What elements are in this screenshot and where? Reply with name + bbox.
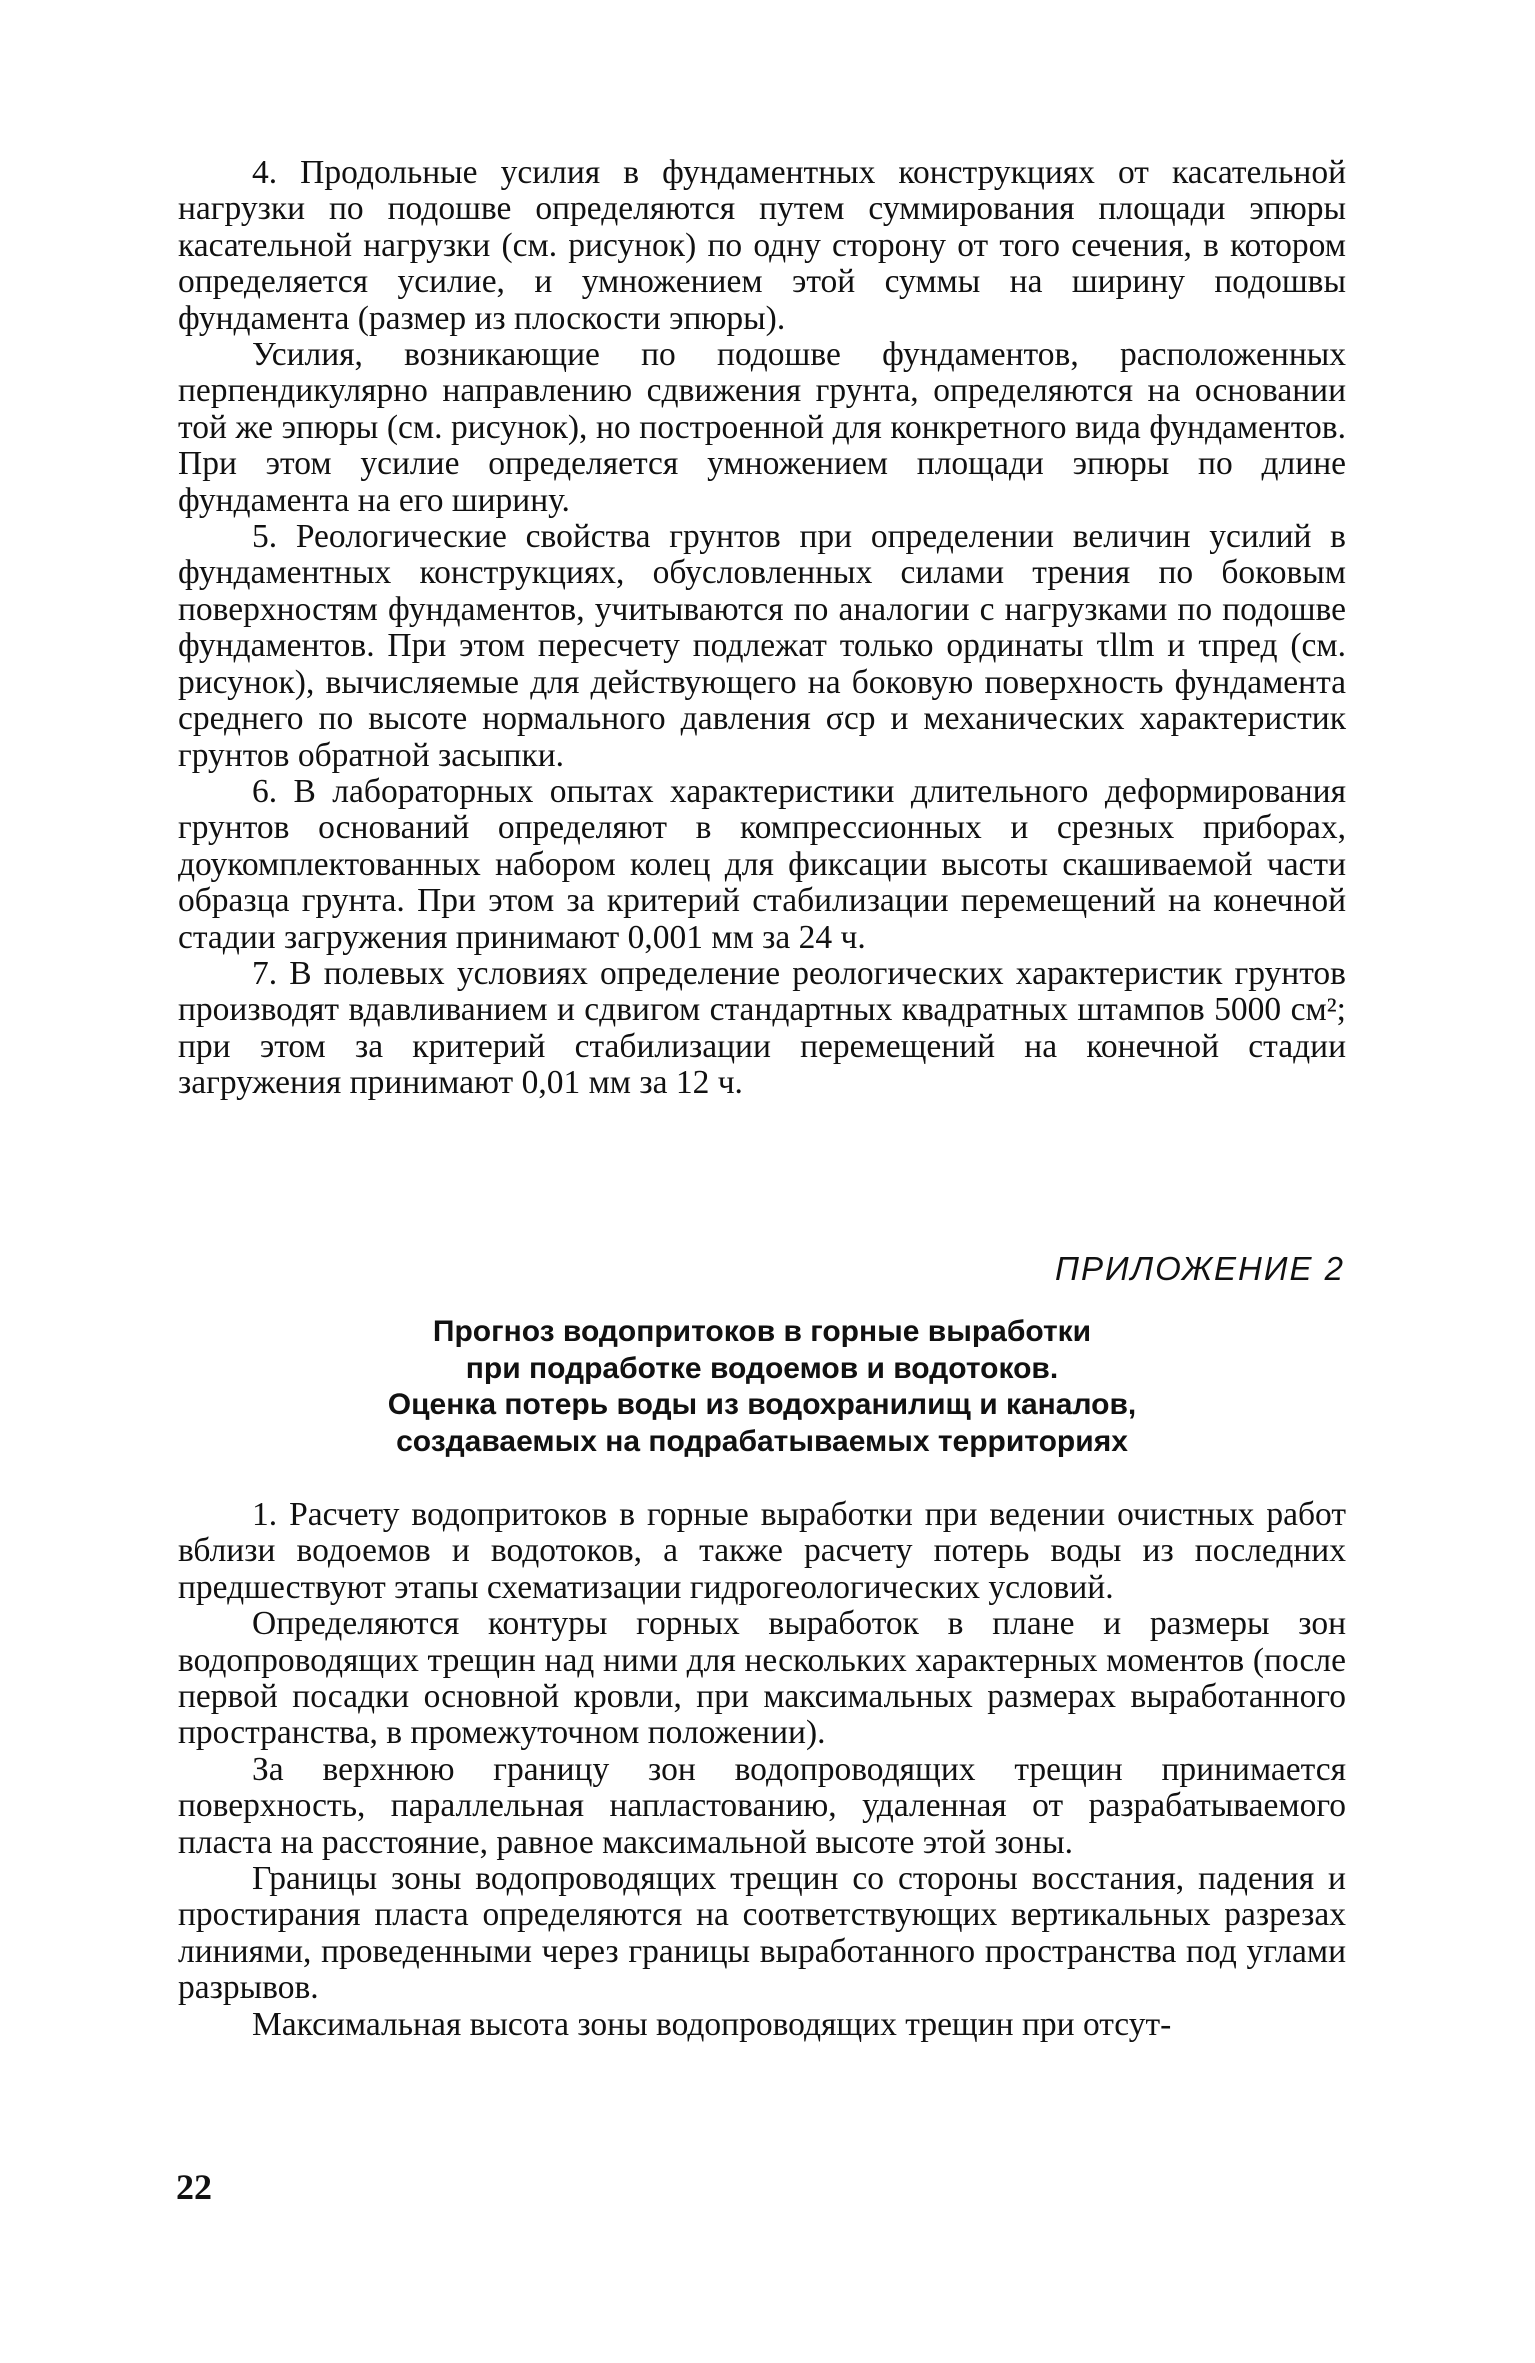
paragraph-6: 6. В лабораторных опытах характеристики длительного деформирования грунтов оснований определяют в компрессионных и срезных приборах, доукомплектованных набором колец для фиксации высоты скашиваемой части образца грунта. При этом за критерий стабилизации перемещений на конечной стадии загружения принимают 0,001 мм за 24 ч. (178, 772, 1346, 956)
appendix-title-line-2: при подработке водоемов и водотоков. (465, 1351, 1059, 1385)
appendix-label: ПРИЛОЖЕНИЕ 2 (1055, 1250, 1345, 1287)
appendix-title-line-3: Оценка потерь воды из водохранилищ и каналов, (387, 1388, 1137, 1421)
appendix-title (178, 1314, 1346, 1460)
appendix-paragraph-1: 1. Расчету водопритоков в горные выработки при ведении очистных работ вблизи водоемов и водотоков, а также расчету потерь воды из последних предшествуют этапы схематизации гидрогеологических условий. (178, 1496, 1346, 1606)
page-number: 22 (176, 2167, 212, 2207)
appendix-paragraph-contours: Определяются контуры горных выработок в плане и размеры зон водопроводящих трещин над ними для нескольких характерных моментов (после первой посадки основной кровли, при максимальных размерах выработанного пространства, в промежуточном положении). (178, 1605, 1346, 1752)
appendix-title-line-4: создаваемых на подрабатываемых территориях (396, 1424, 1128, 1458)
appendix-paragraph-upper-boundary: За верхнюю границу зон водопроводящих трещин принимается поверхность, параллельная напластованию, удаленная от разрабатываемого пласта на расстояние, равное максимальной высоте этой зоны. (178, 1750, 1346, 1861)
main-text-section (178, 155, 1346, 1102)
appendix-title-line-1: Прогноз водопритоков в горные выработки (432, 1315, 1092, 1348)
appendix-paragraph-max-height: Максимальная высота зоны водопроводящих трещин при отсут- (252, 2005, 1172, 2043)
paragraph-5: 5. Реологические свойства грунтов при определении величин усилий в фундаментных конструкциях, обусловленных силами трения по боковым поверхностям фундаментов, учитываются по аналогии с нагрузками по подошве фундаментов. При этом пересчету подлежат только ординаты τllm и τпред (см. рисунок), вычисляемые для действующего на боковую поверхность фундамента среднего по высоте нормального давления σср и механических характеристик грунтов обратной засыпки. (178, 518, 1346, 774)
appendix-paragraph-boundaries: Границы зоны водопроводящих трещин со стороны восстания, падения и простирания пласта определяются на соответствующих вертикальных разрезах линиями, проведенными через границы выработанного пространства под углами разрывов. (178, 1860, 1346, 2007)
appendix-text-section (178, 1497, 1346, 2043)
paragraph-7: 7. В полевых условиях определение реологических характеристик грунтов производят вдавливанием и сдвигом стандартных квадратных штампов 5000 см²; при этом за критерий стабилизации перемещений на конечной стадии загружения принимают 0,01 мм за 12 ч. (178, 954, 1346, 1102)
paragraph-4: 4. Продольные усилия в фундаментных конструкциях от касательной нагрузки по подошве определяются путем суммирования площади эпюры касательной нагрузки (см. рисунок) по одну сторону от того сечения, в котором определяется усилие, и умножением этой суммы на ширину подошвы фундамента (размер из плоскости эпюры). (178, 154, 1346, 337)
paragraph-forces: Усилия, возникающие по подошве фундаментов, расположенных перпендикулярно направлению сдвижения грунта, определяются на основании той же эпюры (см. рисунок), но построенной для конкретного вида фундаментов. При этом усилие определяется умножением площади эпюры по длине фундамента на его ширину. (178, 336, 1346, 519)
